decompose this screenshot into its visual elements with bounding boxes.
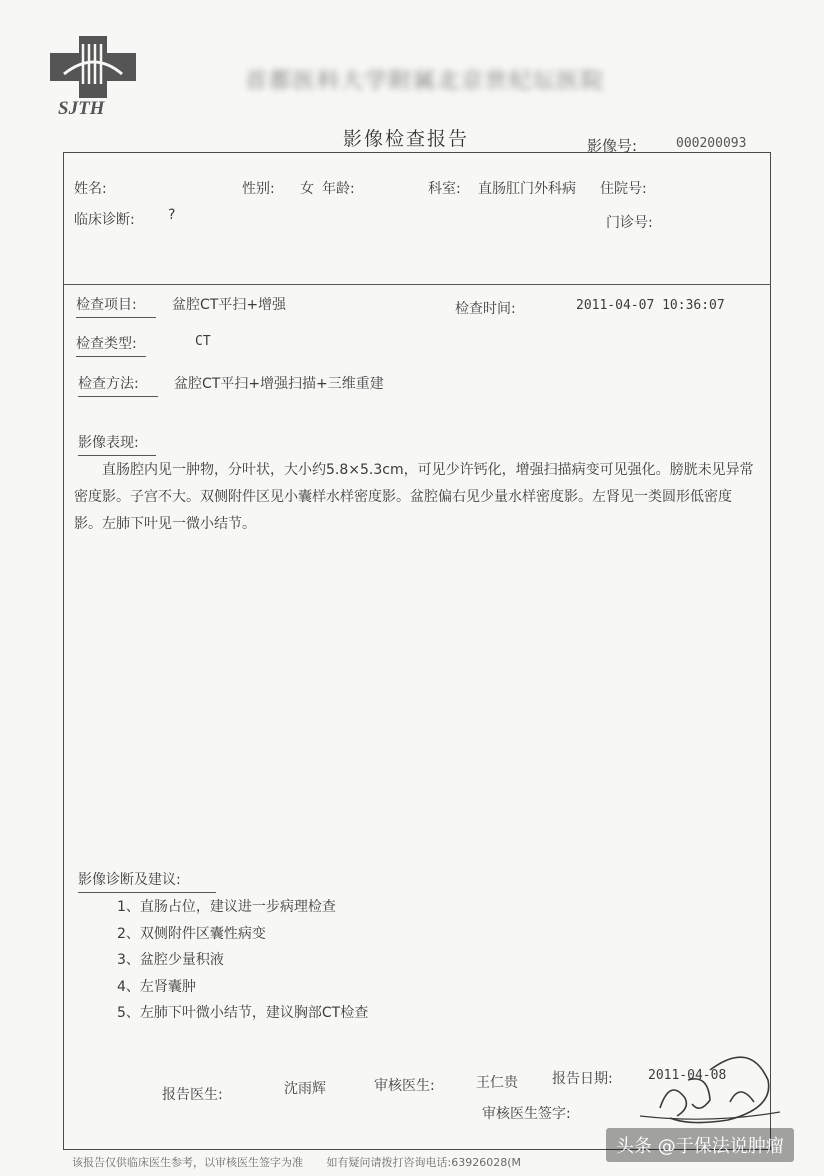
hospital-logo	[50, 36, 136, 118]
age-label: 年龄:	[322, 181, 355, 197]
exam-time-label: 检查时间:	[455, 301, 516, 317]
report-date-label: 报告日期:	[552, 1071, 613, 1087]
gender-value: 女	[300, 181, 314, 197]
exam-time-value: 2011-04-07 10:36:07	[576, 298, 725, 313]
exam-item-value: 盆腔CT平扫+增强	[172, 297, 287, 313]
name-label: 姓名:	[74, 181, 107, 197]
image-number-label: 影像号:	[587, 137, 638, 155]
reviewer-sign-label: 审核医生签字:	[482, 1106, 571, 1122]
department-value: 直肠肛门外科病	[478, 181, 576, 197]
exam-type-value: CT	[195, 334, 211, 349]
diagnosis-item: 4、左肾囊肿	[117, 978, 196, 995]
footer-contact: 如有疑问请拨打咨询电话:63926028(M	[326, 1156, 521, 1169]
exam-type-label: 检查类型:	[76, 333, 146, 357]
gender-label: 性别:	[242, 181, 275, 197]
image-number-value: 000200093	[676, 136, 747, 151]
clinical-diagnosis-value: ?	[168, 207, 176, 223]
handwritten-signature	[640, 1040, 780, 1130]
reviewer-value: 王仁贵	[476, 1075, 518, 1091]
diagnosis-label: 影像诊断及建议:	[78, 869, 216, 893]
findings-label: 影像表现:	[78, 432, 156, 456]
hospital-name: 首都医科大学附属北京世纪坛医院	[245, 69, 606, 94]
clinical-diagnosis-label: 临床诊断:	[74, 212, 135, 228]
section-divider	[63, 284, 771, 285]
exam-method-value: 盆腔CT平扫+增强扫描+三维重建	[174, 376, 384, 392]
watermark: 头条 @于保法说肿瘤	[606, 1128, 794, 1162]
diagnosis-item: 2、双侧附件区囊性病变	[117, 925, 266, 942]
report-date-value: 2011-04-08	[648, 1068, 727, 1083]
diagnosis-item: 5、左肺下叶微小结节，建议胸部CT检查	[117, 1005, 369, 1021]
reviewer-label: 审核医生:	[374, 1078, 435, 1094]
inpatient-number-label: 住院号:	[600, 181, 647, 197]
logo-text: SJTH	[58, 98, 105, 118]
report-title: 影像检查报告	[343, 128, 470, 150]
diagnosis-list	[117, 894, 368, 1027]
diagnosis-item: 3、盆腔少量积液	[117, 952, 224, 968]
department-label: 科室:	[428, 181, 461, 197]
reporter-value: 沈雨辉	[284, 1081, 326, 1097]
exam-method-label: 检查方法:	[78, 373, 158, 397]
footer-disclaimer: 该报告仅供临床医生参考，以审核医生签字为准	[72, 1156, 303, 1169]
outpatient-number-label: 门诊号:	[606, 215, 653, 231]
findings-text: 直肠腔内见一肿物，分叶状，大小约5.8×5.3cm，可见少许钙化，增强扫描病变可见强化。膀胱未见异常密度影。子宫不大。双侧附件区见小囊样水样密度影。盆腔偏右见少量水样密度影。左肾见一类圆形低密度影。左肺下叶见一微小结节。	[74, 462, 754, 532]
reporter-label: 报告医生:	[162, 1087, 223, 1103]
exam-item-label: 检查项目:	[76, 294, 156, 318]
footer-note	[72, 1154, 521, 1170]
diagnosis-item: 1、直肠占位，建议进一步病理检查	[117, 899, 336, 915]
